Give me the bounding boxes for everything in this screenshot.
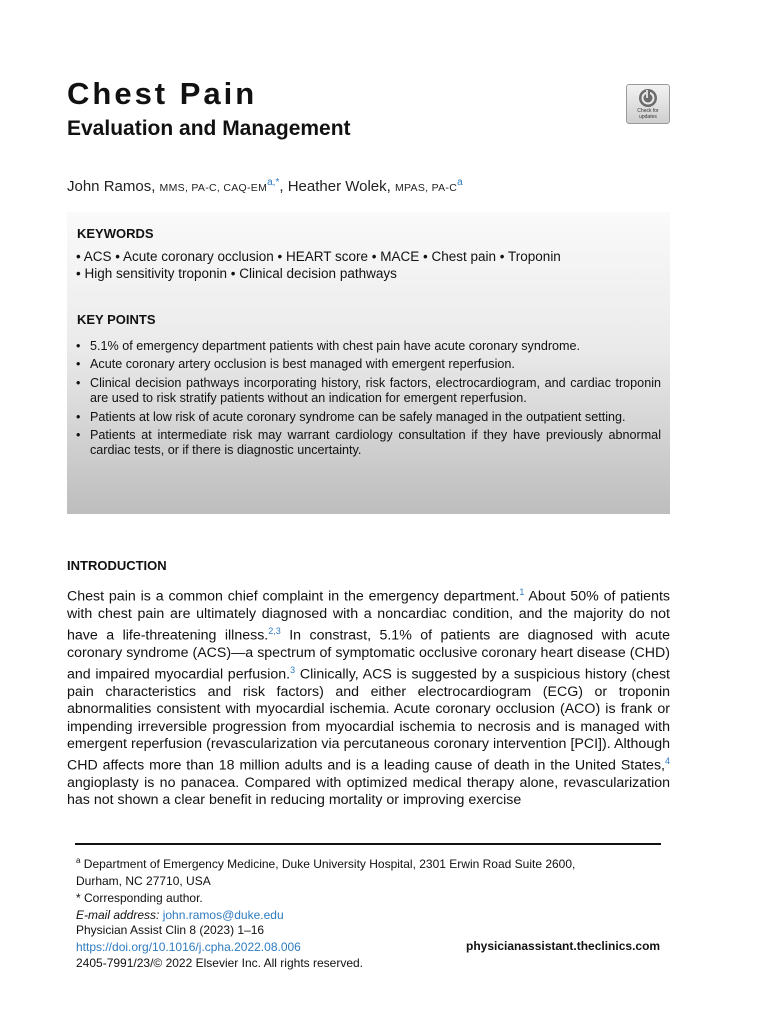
introduction-paragraph [67, 584, 670, 809]
doi-link[interactable]: https://doi.org/10.1016/j.cpha.2022.08.006 [76, 939, 301, 954]
affiliation-line-1 [76, 852, 676, 873]
author-1-credentials: MMS, PA-C, CAQ-EM [159, 182, 268, 194]
copyright-notice: 2405-7991/23/© 2022 Elsevier Inc. All rights reserved. [76, 956, 364, 970]
intro-text: Chest pain is a common chief complaint in the emergency department. [67, 588, 520, 605]
key-points-heading: KEY POINTS [77, 312, 156, 327]
key-point-item: • Clinical decision pathways incorporating history, risk factors, electrocardiogram, and cardiac troponin are used to risk stratify patients without an indication for emergent reperfusion. [76, 376, 661, 406]
keywords-box [67, 212, 670, 514]
introduction-heading: INTRODUCTION [67, 558, 167, 573]
author-1-name: John Ramos, [67, 178, 156, 195]
key-point-item: • Acute coronary artery occlusion is best managed with emergent reperfusion. [76, 357, 661, 372]
keywords-line-1: • ACS • Acute coronary occlusion • HEART score • MACE • Chest pain • Troponin [76, 249, 561, 264]
affiliation-mark: a [76, 856, 81, 865]
intro-text: In constrast, 5.1% of patients are diagnosed with acute coronary syndrome (ACS)—a spectrum of symptomatic occlusive coronary heart disease (CHD) and impaired myocardial perfusion. [67, 627, 670, 684]
update-icon [638, 88, 658, 108]
badge-text-1: Check for [637, 108, 659, 114]
intro-text: Clinically, ACS is suggested by a suspicious history (chest pain characteristics and risk factors) and either electrocardiogram (ECG) or troponin abnormalities consistent with myocardial ischemia. Acute coronary occlusion (ACO) is frank or impending irreversible progression from myocardial ischemia to necrosis and is managed with emergent reperfusion (revascularization via percutaneous coronary intervention [PCI]). Although CHD affects more than 18 million adults and is a leading cause of death in the United States, [67, 667, 670, 774]
article-title: Chest Pain [67, 76, 258, 111]
article-subtitle: Evaluation and Management [67, 117, 351, 140]
key-point-item: • Patients at low risk of acute coronary syndrome can be safely managed in the outpatient setting. [76, 410, 661, 425]
author-2-credentials: MPAS, PA-C [394, 182, 458, 194]
reference-link[interactable]: 4 [664, 756, 670, 767]
check-for-updates-badge[interactable] [626, 84, 670, 124]
author-1-affiliation-link[interactable]: a,* [267, 177, 280, 188]
affiliation-line-2: Durham, NC 27710, USA [76, 874, 211, 888]
key-point-item: • Patients at intermediate risk may warrant cardiology consultation if they have previously abnormal cardiac tests, or if there is diagnostic uncertainty. [76, 428, 661, 458]
keywords-line-2: • High sensitivity troponin • Clinical decision pathways [76, 266, 397, 281]
key-point-item: • 5.1% of emergency department patients with chest pain have acute coronary syndrome. [76, 339, 661, 354]
intro-text: About 50% of patients with chest pain are ultimately diagnosed with a noncardiac condition, and the majority do not have a life-threatening illness. [67, 588, 670, 644]
citation-block [76, 922, 363, 972]
reference-link[interactable]: 2,3 [268, 626, 281, 637]
footnote-divider [75, 843, 661, 845]
footnotes [76, 852, 676, 924]
email-link[interactable]: john.ramos@duke.edu [162, 908, 284, 922]
journal-citation: Physician Assist Clin 8 (2023) 1–16 [76, 923, 265, 937]
keywords-list [76, 248, 666, 282]
author-2-affiliation-link[interactable]: a [457, 177, 463, 188]
affiliation-text: Department of Emergency Medicine, Duke University Hospital, 2301 Erwin Road Suite 2600, [80, 857, 576, 871]
reference-link[interactable]: 3 [290, 665, 296, 676]
key-points-list [76, 339, 661, 462]
author-separator: , [279, 178, 284, 195]
badge-text-2: updates [639, 114, 657, 120]
intro-text: angioplasty is no panacea. Compared with optimized medical therapy alone, revascularization has not shown a clear benefit in reducing mortality or improving exercise [67, 774, 670, 809]
email-label: E-mail address: [76, 908, 160, 922]
corresponding-author: * Corresponding author. [76, 891, 203, 905]
author-2-name: Heather Wolek, [287, 178, 391, 195]
journal-website[interactable]: physicianassistant.theclinics.com [466, 939, 661, 953]
keywords-heading: KEYWORDS [77, 226, 154, 241]
reference-link[interactable]: 1 [519, 587, 525, 597]
author-line [67, 177, 463, 195]
